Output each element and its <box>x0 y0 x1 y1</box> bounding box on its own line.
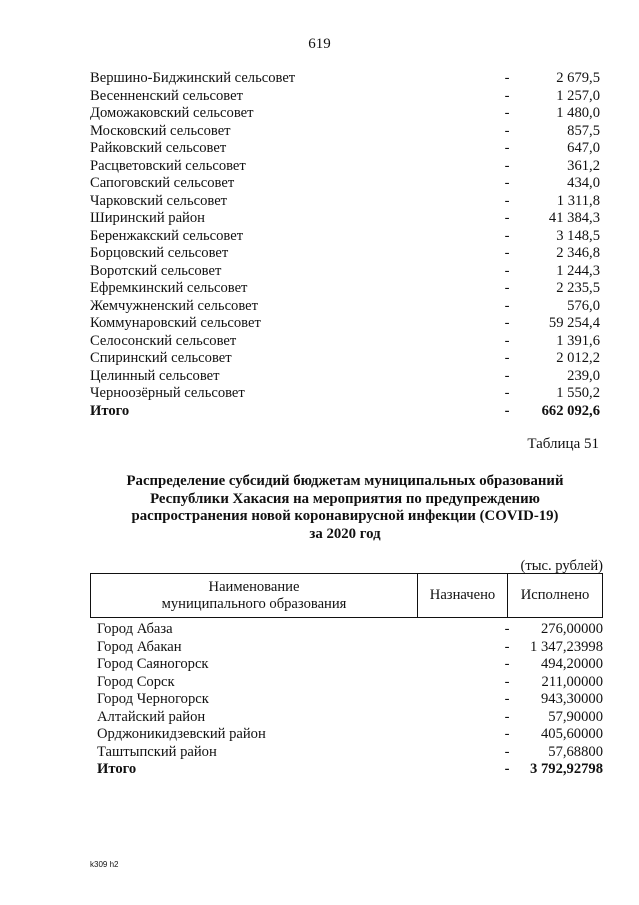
row-value: 1 311,8 <box>556 192 600 209</box>
total-value: 662 092,6 <box>541 402 600 419</box>
row-dash: - <box>504 332 510 349</box>
row-value: 434,0 <box>567 175 600 191</box>
heading-line: Республики Хакасия на мероприятия по предупреждению <box>150 490 540 507</box>
row-name: Весенненский сельсовет <box>90 87 243 104</box>
list-row <box>90 158 600 175</box>
list-total-row <box>90 403 600 420</box>
row-dash: - <box>504 638 510 655</box>
list-row <box>90 105 600 122</box>
heading-line: за 2020 год <box>309 525 381 542</box>
row-dash: - <box>504 122 510 139</box>
row-value: 1 257,0 <box>556 87 600 104</box>
list-row <box>90 368 600 385</box>
row-name: Чарковский сельсовет <box>90 192 228 209</box>
row-value: 1 391,6 <box>556 332 600 349</box>
row-value: 41 384,3 <box>548 210 600 226</box>
list-row <box>90 385 600 402</box>
row-dash: - <box>504 673 510 690</box>
row-name: Расцветовский сельсовет <box>90 157 246 174</box>
row-value: 2 679,5 <box>556 70 600 86</box>
header-name-line: муниципального образования <box>161 595 347 612</box>
row-value: 1 244,3 <box>556 262 600 279</box>
row-value: 57,68800 <box>548 743 603 760</box>
row-name: Город Черногорск <box>97 691 209 707</box>
row-dash: - <box>504 315 510 331</box>
row-value: 3 148,5 <box>556 227 600 244</box>
row-dash: - <box>504 350 510 366</box>
table-row <box>97 744 603 761</box>
row-dash: - <box>504 87 510 104</box>
table-heading <box>90 473 600 543</box>
page-number: 619 <box>308 36 331 52</box>
row-value: 1 550,2 <box>556 385 600 401</box>
total-label: Итого <box>90 402 130 419</box>
row-value: 59 254,4 <box>548 315 600 331</box>
row-dash: - <box>504 105 510 121</box>
footer-code: k309 h2 <box>90 860 119 869</box>
total-label: Итого <box>97 761 137 777</box>
row-dash: - <box>504 227 510 244</box>
row-dash: - <box>504 691 510 707</box>
row-name: Беренжакский сельсовет <box>90 227 244 244</box>
row-name: Ефремкинский сельсовет <box>90 280 248 296</box>
row-value: 2 235,5 <box>556 280 600 296</box>
row-name: Жемчужненский сельсовет <box>90 297 259 314</box>
row-dash: - <box>504 367 510 384</box>
row-dash: - <box>504 297 510 314</box>
list-row <box>90 263 600 280</box>
row-name: Воротский сельсовет <box>90 262 222 279</box>
row-dash: - <box>504 761 510 777</box>
row-name: Селосонский сельсовет <box>90 332 237 349</box>
row-name: Черноозёрный сельсовет <box>90 385 245 401</box>
header-name-line: Наименование <box>208 578 300 595</box>
row-value: 1 480,0 <box>556 105 600 121</box>
row-name: Борцовский сельсовет <box>90 245 229 261</box>
row-dash: - <box>504 708 510 725</box>
header-assigned-column: Назначено <box>418 574 508 617</box>
list-row <box>90 123 600 140</box>
row-name: Спиринский сельсовет <box>90 350 232 366</box>
row-value: 647,0 <box>567 140 600 156</box>
table-row <box>97 656 603 673</box>
row-name: Московский сельсовет <box>90 122 231 139</box>
row-value: 1 347,23998 <box>530 638 603 655</box>
row-dash: - <box>504 192 510 209</box>
row-dash: - <box>504 175 510 191</box>
row-name: Город Абаза <box>97 621 173 637</box>
row-name: Сапоговский сельсовет <box>90 175 235 191</box>
row-dash: - <box>504 726 510 742</box>
list-row <box>90 315 600 332</box>
row-dash: - <box>504 262 510 279</box>
row-dash: - <box>504 402 510 419</box>
row-dash: - <box>504 656 510 672</box>
row-value: 57,90000 <box>548 708 603 725</box>
row-dash: - <box>504 621 510 637</box>
row-value: 494,20000 <box>540 656 603 672</box>
row-name: Вершино-Биджинский сельсовет <box>90 70 296 86</box>
list-row <box>90 280 600 297</box>
table-row <box>97 621 603 638</box>
row-name: Город Абакан <box>97 638 182 655</box>
row-name: Орджоникидзевский район <box>97 726 266 742</box>
list-row <box>90 140 600 157</box>
row-value: 211,00000 <box>541 673 603 690</box>
list-row <box>90 193 600 210</box>
list-row <box>90 175 600 192</box>
header-name-column <box>91 574 418 617</box>
row-dash: - <box>504 210 510 226</box>
row-dash: - <box>504 280 510 296</box>
table-total-row <box>97 761 603 778</box>
table-row <box>97 726 603 743</box>
row-value: 2 012,2 <box>556 350 600 366</box>
units-note: (тыс. рублей) <box>520 558 603 574</box>
row-value: 239,0 <box>567 367 600 384</box>
row-name: Целинный сельсовет <box>90 367 220 384</box>
table-row <box>97 691 603 708</box>
row-dash: - <box>504 157 510 174</box>
list-row <box>90 298 600 315</box>
row-dash: - <box>504 70 510 86</box>
row-value: 576,0 <box>567 297 600 314</box>
table-label: Таблица 51 <box>527 436 599 452</box>
heading-line: Распределение субсидий бюджетам муниципальных образований <box>126 473 564 489</box>
row-name: Коммунаровский сельсовет <box>90 315 261 331</box>
total-value: 3 792,92798 <box>530 761 603 777</box>
list-row <box>90 333 600 350</box>
row-value: 857,5 <box>567 122 600 139</box>
list-row <box>90 228 600 245</box>
row-value: 943,30000 <box>540 691 603 707</box>
row-value: 276,00000 <box>540 621 603 637</box>
row-value: 405,60000 <box>540 726 603 742</box>
row-name: Доможаковский сельсовет <box>90 105 254 121</box>
row-name: Райковский сельсовет <box>90 140 227 156</box>
list-row <box>90 245 600 262</box>
list-row <box>90 210 600 227</box>
row-value: 2 346,8 <box>556 245 600 261</box>
table-header <box>90 573 603 618</box>
row-name: Город Саяногорск <box>97 656 209 672</box>
row-value: 361,2 <box>567 157 600 174</box>
table-row <box>97 674 603 691</box>
list-row <box>90 70 600 87</box>
row-dash: - <box>504 245 510 261</box>
table-row <box>97 709 603 726</box>
table-row <box>97 639 603 656</box>
list-row <box>90 350 600 367</box>
list-row <box>90 88 600 105</box>
row-name: Ширинский район <box>90 210 205 226</box>
heading-line: распространения новой коронавирусной инфекции (COVID-19) <box>131 508 559 524</box>
row-name: Алтайский район <box>97 708 206 725</box>
header-executed-column: Исполнено <box>520 587 590 603</box>
row-dash: - <box>504 743 510 760</box>
row-dash: - <box>504 140 510 156</box>
row-name: Таштыпский район <box>97 743 217 760</box>
row-name: Город Сорск <box>97 673 175 690</box>
row-dash: - <box>504 385 510 401</box>
